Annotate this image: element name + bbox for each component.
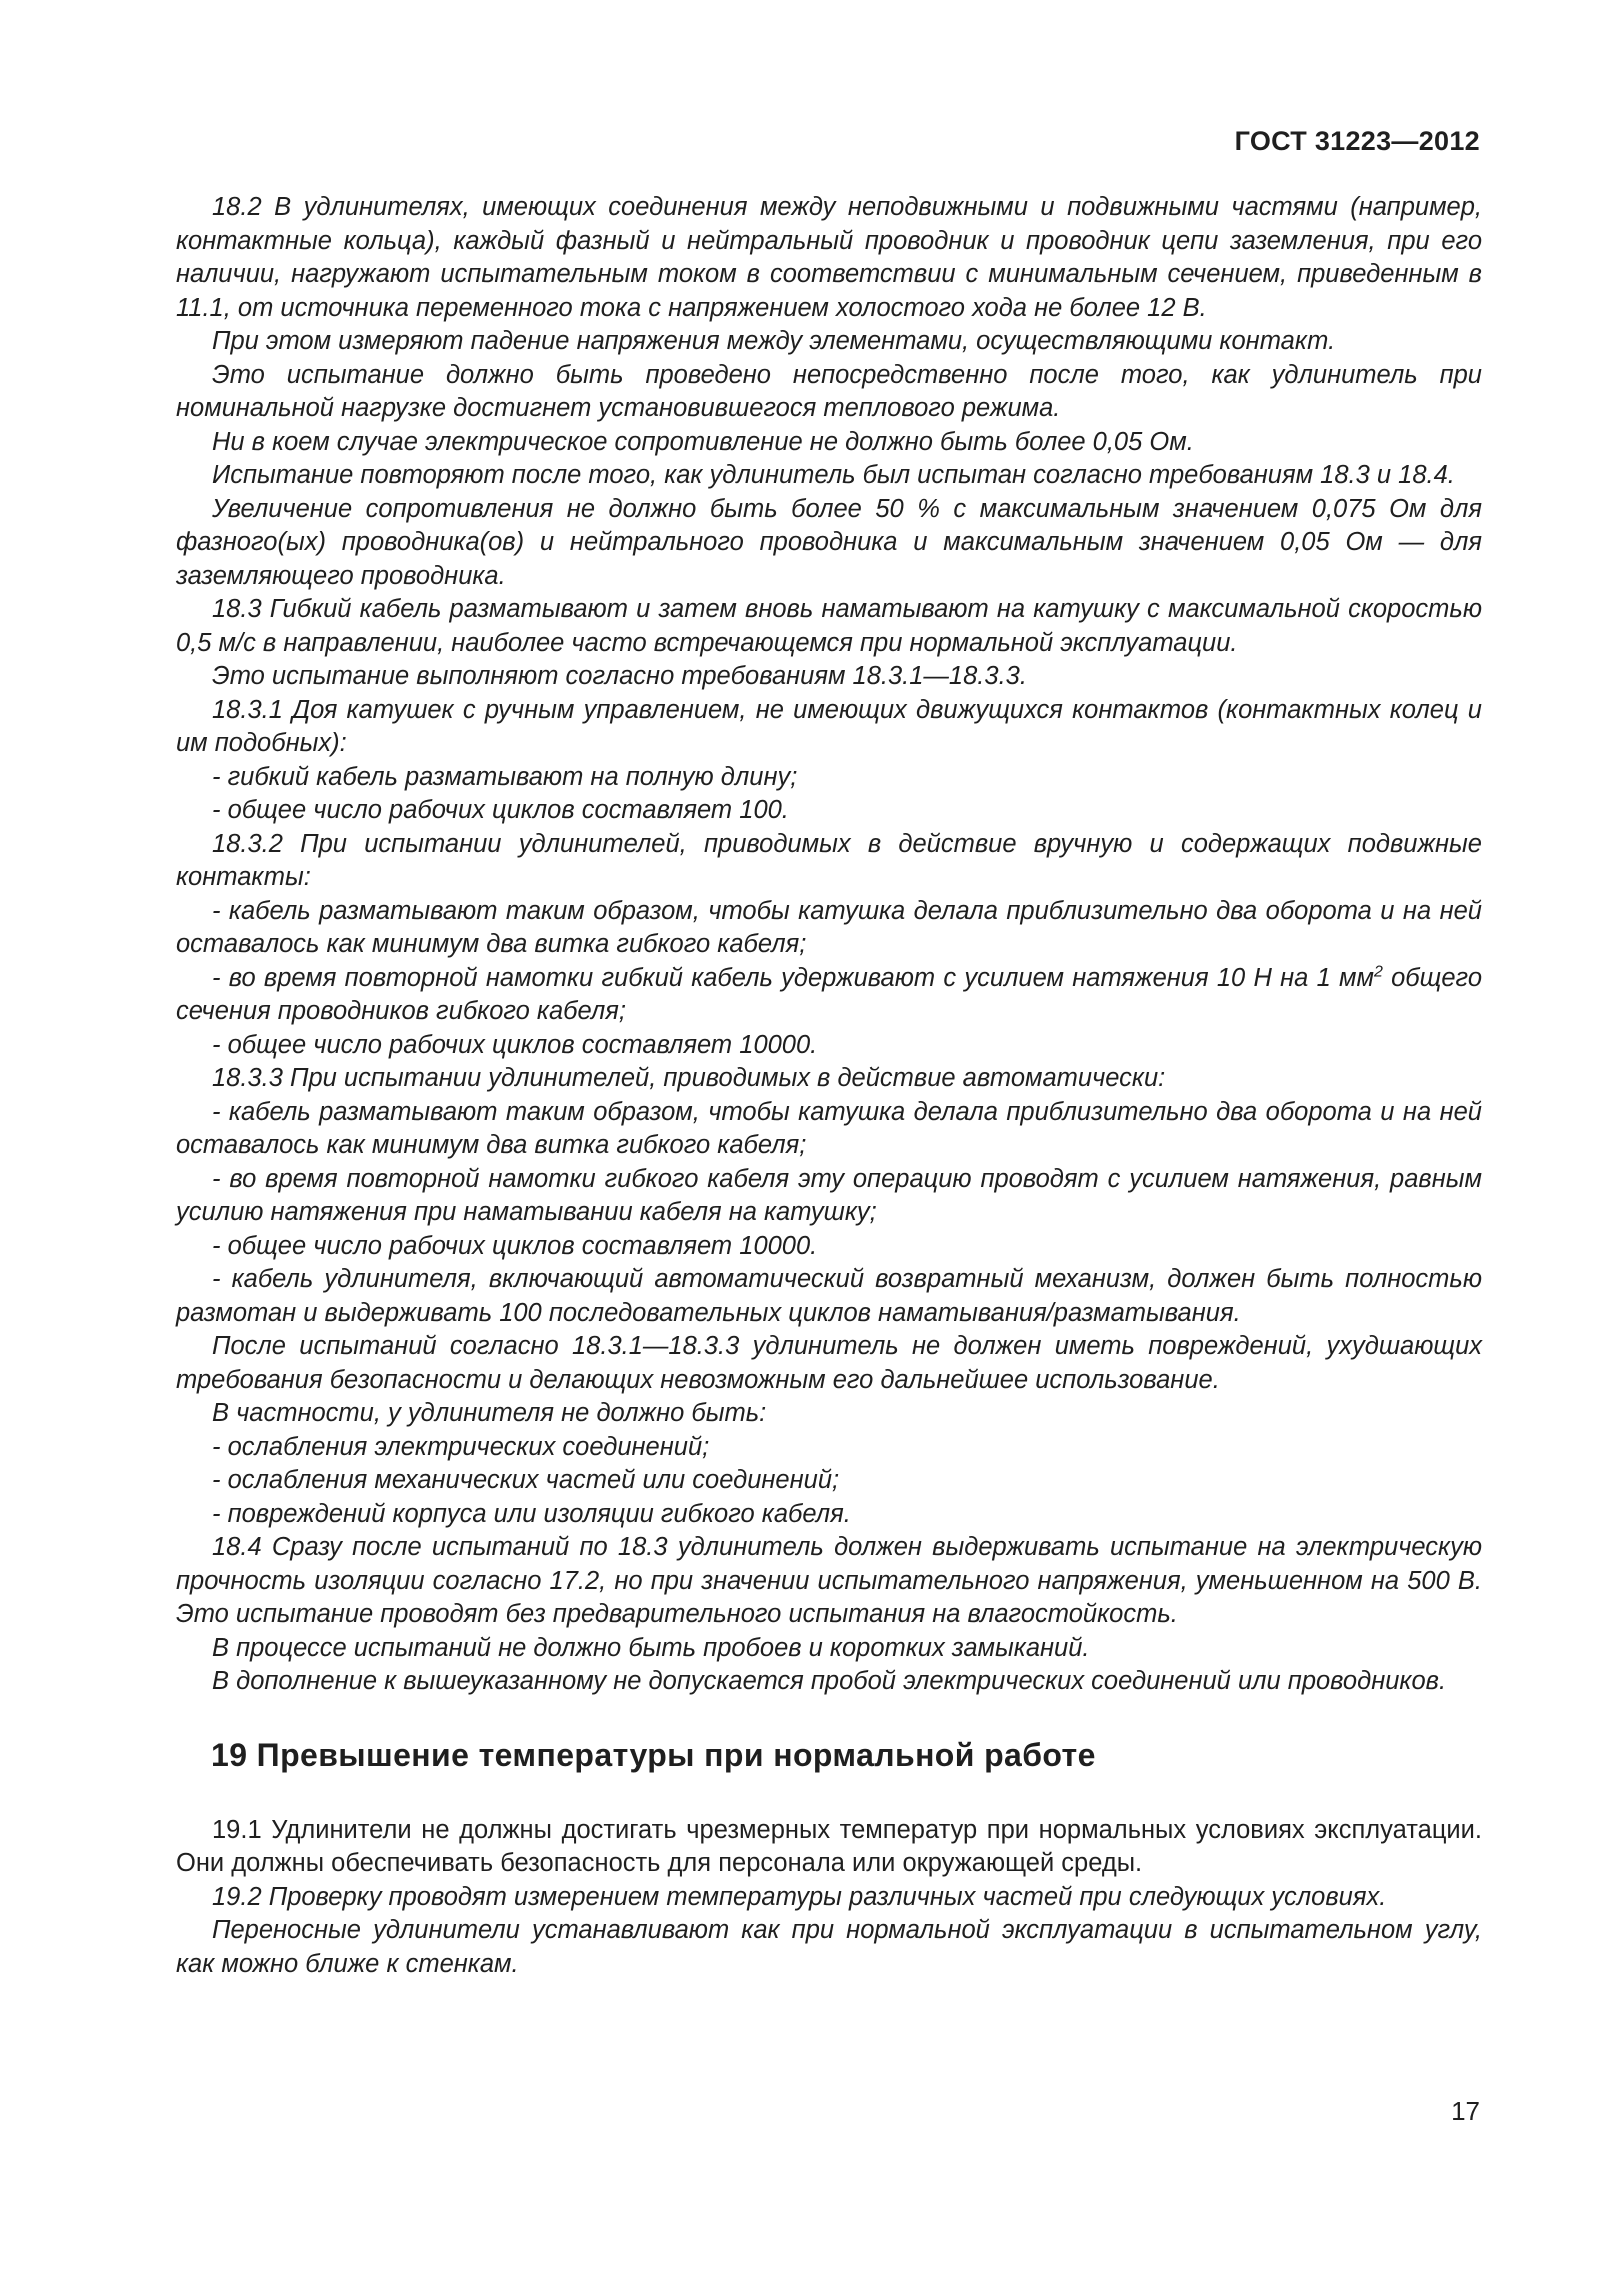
paragraph-18-3: 18.3 Гибкий кабель разматывают и затем вновь наматывают на катушку с максимальной скоростью 0,5 м/с в направлении, наиболее часто встречающемся при нормальной эксплуатации.: [176, 595, 1482, 657]
list-item-18-3-2-b-tail: общего сечения проводников гибкого кабеля;: [176, 963, 1483, 1025]
document-body: [176, 191, 1482, 1981]
paragraph-no-breakdown: В процессе испытаний не должно быть пробоев и коротких замыканий.: [212, 1633, 1090, 1662]
list-item-mechanical-parts: - ослабления механических частей или соединений;: [212, 1466, 840, 1494]
list-item-18-3-3-b: - во время повторной намотки гибкого кабеля эту операцию проводят с усилием натяжения, равным усилию натяжения при наматывании кабеля на катушку;: [176, 1164, 1482, 1226]
section-19-heading: 19 Превышение температуры при нормальной работе: [211, 1736, 1096, 1773]
paragraph-test-immediately: Это испытание должно быть проведено непосредственно после того, как удлинитель при номинальной нагрузке достигнет установившегося теплового режима.: [176, 360, 1482, 422]
list-item-18-3-3-c: - общее число рабочих циклов составляет 10000.: [212, 1231, 818, 1260]
paragraph-18-3-1: 18.3.1 Доя катушек с ручным управлением, не имеющих движущихся контактов (контактных колец и им подобных):: [176, 695, 1482, 757]
paragraph-18-4: 18.4 Сразу после испытаний по 18.3 удлинитель должен выдерживать испытание на электрическую прочность изоляции согласно 17.2, но при значении испытательного напряжения, уменьшенном на 500 В. Это испытание проводят без предварительного испытания на влагостойкость.: [176, 1533, 1482, 1628]
page-number: 17: [1451, 2096, 1480, 2126]
superscript-2: 2: [1373, 963, 1383, 980]
list-item-18-3-1-b: - общее число рабочих циклов составляет 100.: [212, 796, 789, 824]
list-item-housing-damage: - повреждений корпуса или изоляции гибкого кабеля.: [212, 1499, 851, 1528]
paragraph-18-3-requirements: Это испытание выполняют согласно требованиям 18.3.1—18.3.3.: [212, 662, 1027, 690]
list-item-electrical-connections: - ослабления электрических соединений;: [212, 1432, 710, 1461]
paragraph-18-2: 18.2 В удлинителях, имеющих соединения между неподвижными и подвижными частями (например, контактные кольца), каждый фазный и нейтральный проводник и проводник цепи заземления, при его наличии, нагружают испытательным током в соответствии с минимальным сечением, приведенным в 11.1, от источника переменного тока с напряжением холостого хода не более 12 В.: [176, 193, 1482, 322]
paragraph-addition: В дополнение к вышеуказанному не допускается пробой электрических соединений или проводников.: [212, 1667, 1447, 1695]
list-item-18-3-2-b: [176, 962, 1482, 1029]
list-item-18-3-2-c: - общее число рабочих циклов составляет 10000.: [212, 1030, 818, 1059]
list-item-18-3-3-d: - кабель удлинителя, включающий автоматический возвратный механизм, должен быть полностью размотан и выдерживать 100 последовательных циклов наматывания/разматывания.: [176, 1265, 1482, 1327]
paragraph-after-tests: После испытаний согласно 18.3.1—18.3.3 удлинитель не должен иметь повреждений, ухудшающих требования безопасности и делающих невозможным его дальнейшее использование.: [176, 1332, 1482, 1394]
paragraph-measure-voltage-drop: При этом измеряют падение напряжения между элементами, осуществляющими контакт.: [212, 327, 1336, 355]
list-item-18-3-3-a: - кабель разматывают таким образом, чтобы катушка делала приблизительно два оборота и на ней оставалось как минимум два витка гибкого кабеля;: [176, 1097, 1482, 1159]
list-item-18-3-2-b-text: - во время повторной намотки гибкий кабель удерживают с усилием натяжения 10 Н на 1 мм: [212, 963, 1374, 992]
paragraph-test-repeat: Испытание повторяют после того, как удлинитель был испытан согласно требованиям 18.3 и 18.4.: [212, 461, 1455, 489]
paragraph-in-particular: В частности, у удлинителя не должно быть:: [212, 1399, 767, 1427]
list-item-18-3-2-a: - кабель разматывают таким образом, чтобы катушка делала приблизительно два оборота и на ней оставалось как минимум два витка гибкого кабеля;: [176, 896, 1482, 958]
paragraph-portable-extensions: Переносные удлинители устанавливают как при нормальной эксплуатации в испытательном углу, как можно ближе к стенкам.: [176, 1916, 1482, 1978]
paragraph-18-3-3: 18.3.3 При испытании удлинителей, приводимых в действие автоматически:: [212, 1064, 1166, 1092]
list-item-18-3-1-a: - гибкий кабель разматывают на полную длину;: [212, 762, 798, 791]
paragraph-resistance-limit: Ни в коем случае электрическое сопротивление не должно быть более 0,05 Ом.: [212, 427, 1194, 456]
standard-code-header: ГОСТ 31223—2012: [1234, 126, 1480, 156]
paragraph-18-3-2: 18.3.2 При испытании удлинителей, приводимых в действие вручную и содержащих подвижные контакты:: [176, 829, 1482, 891]
paragraph-19-2: 19.2 Проверку проводят измерением температуры различных частей при следующих условиях.: [212, 1882, 1387, 1911]
paragraph-19-1: 19.1 Удлинители не должны достигать чрезмерных температур при нормальных условиях эксплуатации. Они должны обеспечивать безопасность для персонала или окружающей среды.: [176, 1815, 1482, 1877]
paragraph-resistance-increase: Увеличение сопротивления не должно быть более 50 % с максимальным значением 0,075 Ом для фазного(ых) проводника(ов) и нейтрального проводника и максимальным значением 0,05 Ом — для заземляющего проводника.: [176, 494, 1482, 590]
